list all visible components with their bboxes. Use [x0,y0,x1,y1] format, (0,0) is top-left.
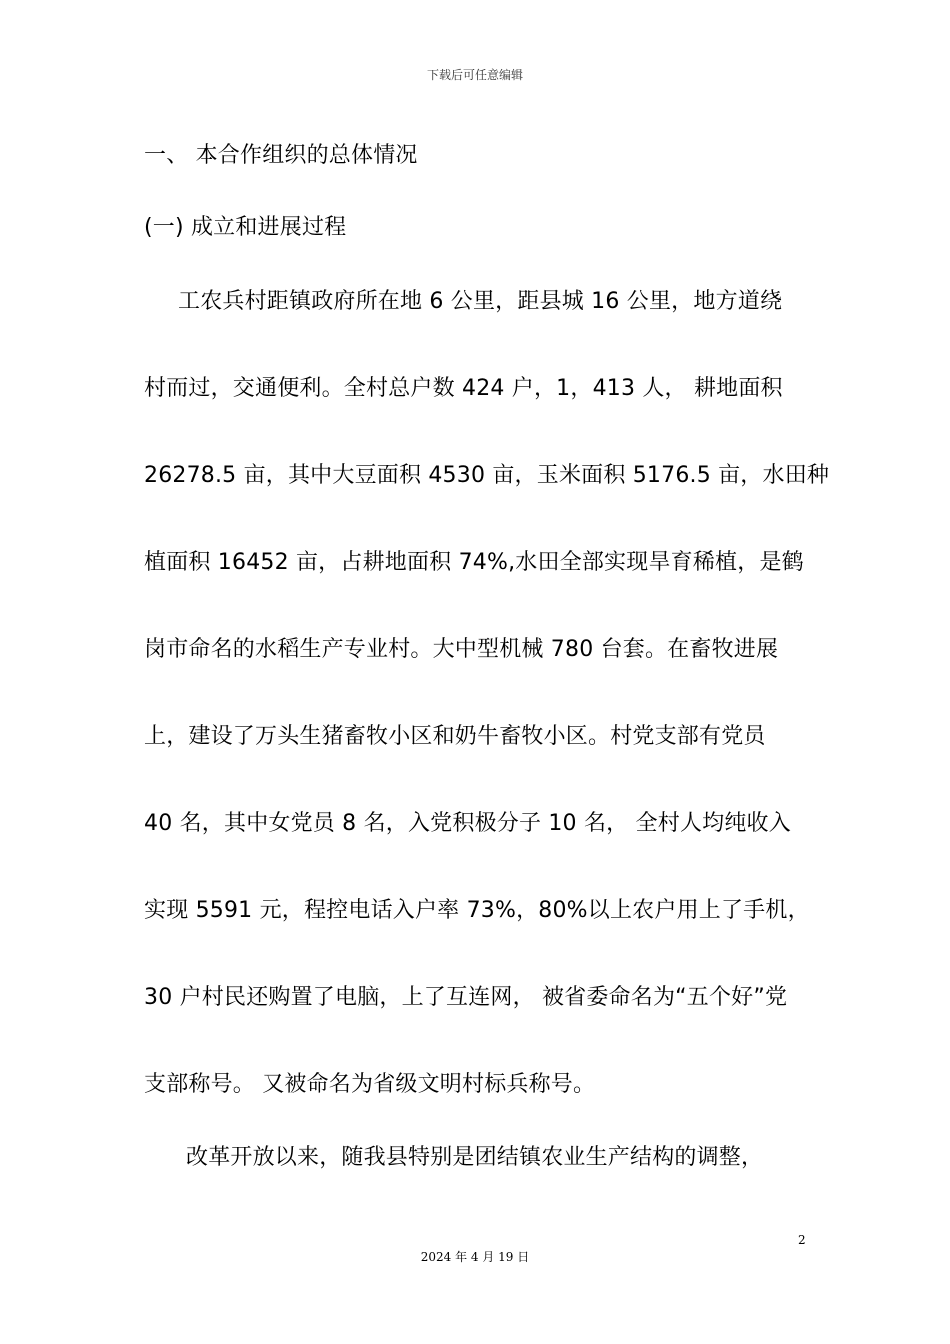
paragraph-line: 上，建设了万头生猪畜牧小区和奶牛畜牧小区。村党支部有党员 [144,724,766,749]
subsection-heading: (一) 成立和进展过程 [144,215,347,240]
paragraph-line: 30 户村民还购置了电脑，上了互连网， 被省委命名为“五个好”党 [144,985,788,1010]
paragraph-line: 村而过，交通便利。全村总户数 424 户，1，413 人， 耕地面积 [144,376,783,401]
paragraph-line: 实现 5591 元，程控电话入户率 73%，80%以上农户用上了手机， [144,898,810,923]
paragraph-line: 支部称号。 又被命名为省级文明村标兵称号。 [144,1072,596,1097]
paragraph-line: 植面积 16452 亩，占耕地面积 74%,水田全部实现旱育稀植，是鹤 [144,550,804,575]
paragraph-line: 40 名，其中女党员 8 名，入党积极分子 10 名， 全村人均纯收入 [144,811,791,836]
paragraph-line: 改革开放以来，随我县特别是团结镇农业生产结构的调整， [186,1145,764,1170]
paragraph-line: 岗市命名的水稻生产专业村。大中型机械 780 台套。在畜牧进展 [144,637,779,662]
section-heading: 一、 本合作组织的总体情况 [144,143,418,168]
page-number: 2 [798,1233,806,1247]
page-footer-date: 2024 年 4 月 19 日 [420,1250,530,1264]
paragraph-line: 工农兵村距镇政府所在地 6 公里，距县城 16 公里，地方道绕 [178,289,783,314]
page-header: 下载后可任意编辑 [426,68,523,82]
paragraph-line: 26278.5 亩，其中大豆面积 4530 亩，玉米面积 5176.5 亩，水田种 [144,463,830,488]
